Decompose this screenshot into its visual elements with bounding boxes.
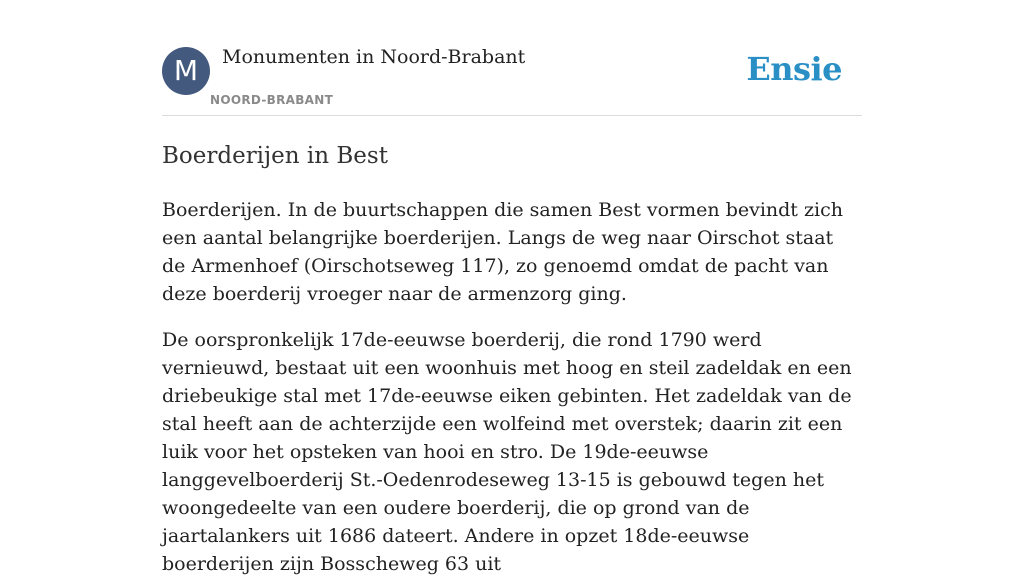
article-paragraph: De oorspronkelijk 17de-eeuwse boerderij, die rond 1790 werd vernieuwd, bestaat uit een woonhuis met hoog en steil zadeldak en een driebeukige stal met 17de-eeuwse eiken gebinten. Het zadeldak van de stal heeft aan de achterzijde een wolfeind met overstek; daarin zit een luik voor het opsteken van hooi en stro. De 19de-eeuwse langgevelboerderij St.-Oedenrodeseweg 13-15 is gebouwd tegen het woongedeelte van een oudere boerderij, die op grond van de jaartalankers uit 1686 dateert. Andere in opzet 18de-eeuwse boerderijen zijn Bosscheweg 63 uit [162, 329, 852, 575]
article-paragraph: Boerderijen. In de buurtschappen die samen Best vormen bevindt zich een aantal belangrijke boerderijen. Langs de weg naar Oirschot staat de Armenhoef (Oirschotseweg 117), zo genoemd omdat de pacht van deze boerderij vroeger naar de armenzorg ging. [162, 199, 843, 305]
site-header [162, 0, 862, 116]
page-container [162, 0, 862, 575]
avatar[interactable]: M [162, 47, 210, 95]
article-body [162, 196, 862, 578]
page-title: Boerderijen in Best [162, 143, 388, 169]
site-title-link[interactable]: Monumenten in Noord-Brabant [222, 46, 526, 68]
ensie-logo[interactable]: Ensie [746, 50, 842, 88]
category-tag[interactable]: NOORD-BRABANT [210, 93, 334, 107]
